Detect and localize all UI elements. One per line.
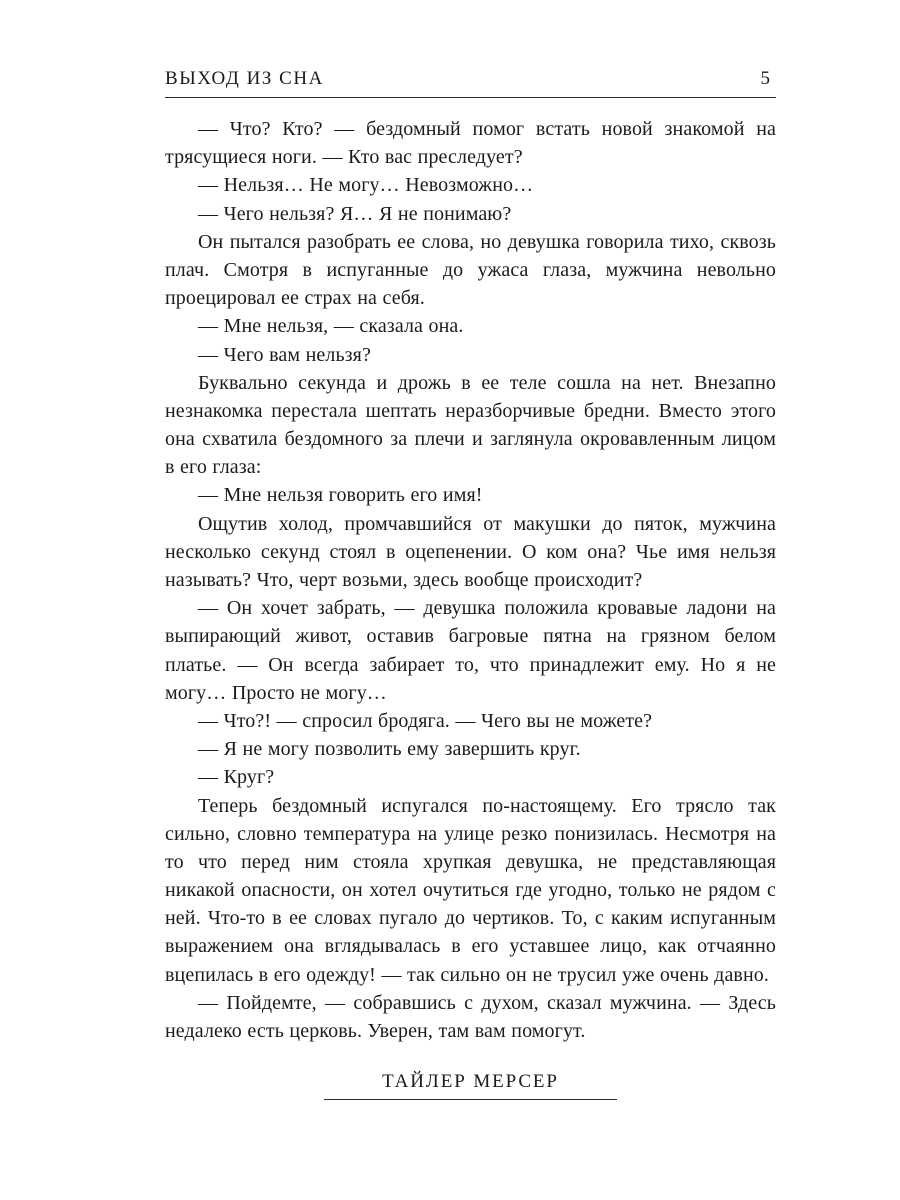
paragraph: — Круг? [198, 766, 275, 789]
paragraph: — Пойдемте, — собравшись с духом, сказал мужчина. — Здесь недалеко есть церковь. Уверен, там вам помогут. [165, 991, 776, 1042]
page-body [165, 115, 776, 1045]
paragraph: — Он хочет забрать, — девушка положила кровавые ладони на выпирающий живот, оставив багровые пятна на грязном белом платье. — Он всегда забирает то, что принадлежит ему. Но я не могу… Просто не могу… [165, 597, 776, 704]
paragraph: Буквально секунда и дрожь в ее теле сошла на нет. Внезапно незнакомка перестала шептать неразборчивые бредни. Вместо этого она схватила бездомного за плечи и заглянула окровавленным лицом в его глаза: [165, 371, 776, 479]
section-divider-title: ТАЙЛЕР МЕРСЕР [324, 1071, 617, 1100]
paragraph: — Что?! — спросил бродяга. — Чего вы не можете? [198, 709, 653, 732]
paragraph: — Мне нельзя говорить его имя! [198, 484, 483, 507]
running-head [165, 68, 776, 98]
paragraph: — Чего нельзя? Я… Я не понимаю? [198, 202, 512, 225]
running-title: ВЫХОД ИЗ СНА [165, 68, 324, 89]
paragraph: — Я не могу позволить ему завершить круг. [198, 738, 581, 761]
paragraph: Теперь бездомный испугался по-настоящему. Его трясло так сильно, словно температура на улице резко понизилась. Несмотря на то что перед ним стояла хрупкая девушка, не представляющая никакой опасности, он хотел очутиться где угодно, только не рядом с ней. Что-то в ее словах пугало до чертиков. То, с каким испуганным выражением она вглядывалась в его уставшее лицо, как отчаянно вцепилась в его одежду! — так сильно он не трусил уже очень давно. [165, 794, 776, 986]
section-divider [165, 1071, 776, 1100]
page-number: 5 [760, 68, 770, 89]
paragraph: Он пытался разобрать ее слова, но девушка говорила тихо, сквозь плач. Смотря в испуганные до ужаса глаза, мужчина невольно проецировал ее страх на себя. [165, 230, 776, 310]
paragraph: — Нельзя… Не могу… Невозможно… [198, 174, 534, 197]
paragraph: Ощутив холод, промчавшийся от макушки до пяток, мужчина несколько секунд стоял в оцепенении. О ком она? Чье имя нельзя называть? Что, черт возьми, здесь вообще происходит? [165, 512, 776, 591]
paragraph: — Мне нельзя, — сказала она. [198, 315, 464, 338]
paragraph: — Что? Кто? — бездомный помог встать новой знакомой на трясущиеся ноги. — Кто вас преследует? [165, 118, 776, 169]
paragraph: — Чего вам нельзя? [198, 343, 371, 366]
